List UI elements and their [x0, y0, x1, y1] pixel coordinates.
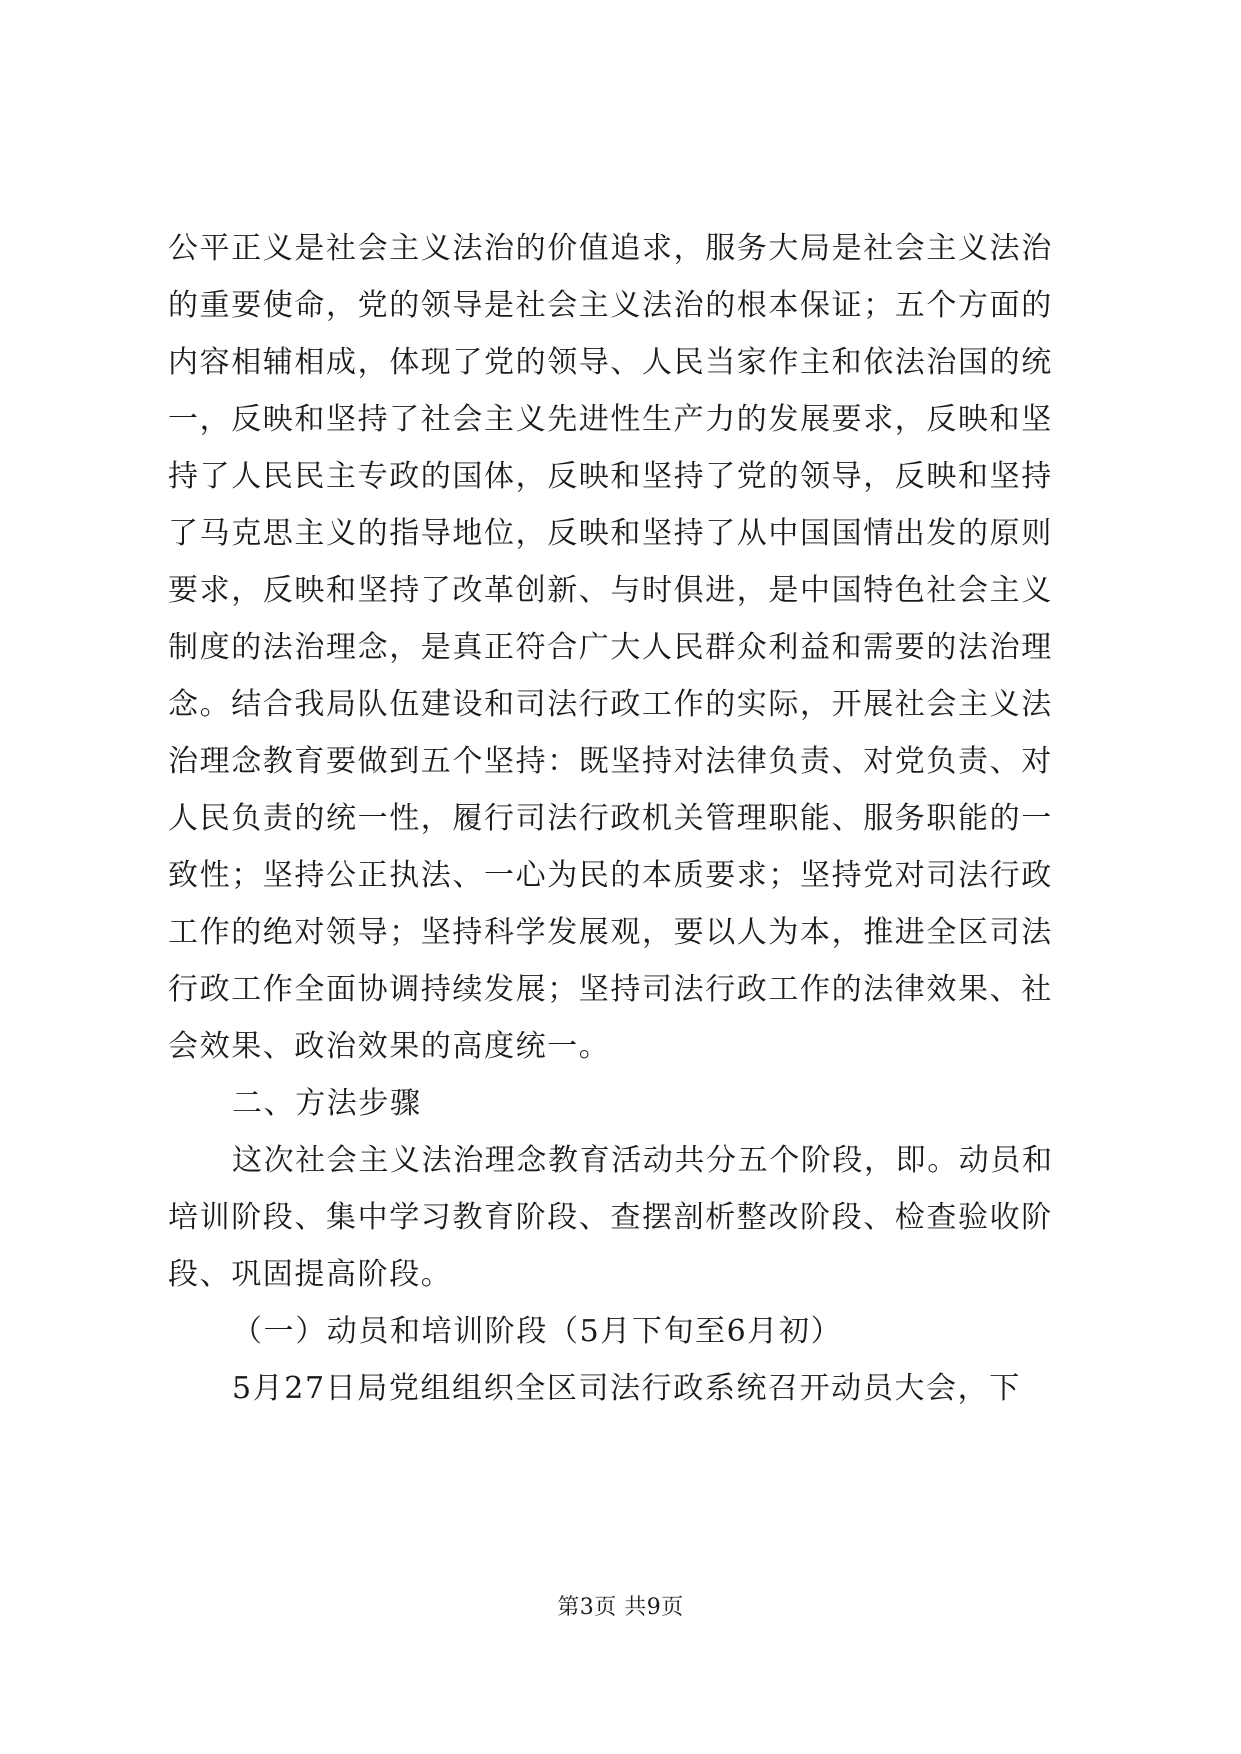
- paragraph-line: 人民负责的统一性，履行司法行政机关管理职能、服务职能的一: [168, 801, 1053, 836]
- paragraph-line: 内容相辅相成，体现了党的领导、人民当家作主和依法治国的统: [168, 345, 1053, 380]
- paragraph-line: 制度的法治理念，是真正符合广大人民群众利益和需要的法治理: [168, 630, 1053, 665]
- paragraph-line: 的重要使命，党的领导是社会主义法治的根本保证；五个方面的: [168, 288, 1053, 323]
- paragraph-line: 念。结合我局队伍建设和司法行政工作的实际，开展社会主义法: [168, 687, 1053, 722]
- paragraph-line: 行政工作全面协调持续发展；坚持司法行政工作的法律效果、社: [168, 972, 1053, 1007]
- paragraph-line: 会效果、政治效果的高度统一。: [168, 1029, 611, 1064]
- paragraph-line: 段、巩固提高阶段。: [168, 1257, 453, 1292]
- paragraph-line: 培训阶段、集中学习教育阶段、查摆剖析整改阶段、检查验收阶: [168, 1200, 1053, 1235]
- paragraph-line: 公平正义是社会主义法治的价值追求，服务大局是社会主义法治: [168, 231, 1053, 266]
- paragraph-line: 这次社会主义法治理念教育活动共分五个阶段，即。动员和: [232, 1143, 1054, 1178]
- paragraph-line: 持了人民民主专政的国体，反映和坚持了党的领导，反映和坚持: [168, 459, 1053, 494]
- section-heading: 二、方法步骤: [232, 1086, 422, 1121]
- page-number: 第3页 共9页: [557, 1595, 684, 1620]
- paragraph-line: 致性；坚持公正执法、一心为民的本质要求；坚持党对司法行政: [168, 858, 1053, 893]
- paragraph-line: 一，反映和坚持了社会主义先进性生产力的发展要求，反映和坚: [168, 402, 1053, 437]
- paragraph-line: 5月27日局党组组织全区司法行政系统召开动员大会，下: [232, 1371, 1021, 1406]
- paragraph-line: 要求，反映和坚持了改革创新、与时俱进，是中国特色社会主义: [168, 573, 1053, 608]
- paragraph-line: 工作的绝对领导；坚持科学发展观，要以人为本，推进全区司法: [168, 915, 1053, 950]
- paragraph-line: 治理念教育要做到五个坚持：既坚持对法律负责、对党负责、对: [168, 744, 1053, 779]
- subsection-heading: （一）动员和培训阶段（5月下旬至6月初）: [232, 1314, 843, 1349]
- paragraph-line: 了马克思主义的指导地位，反映和坚持了从中国国情出发的原则: [168, 516, 1053, 551]
